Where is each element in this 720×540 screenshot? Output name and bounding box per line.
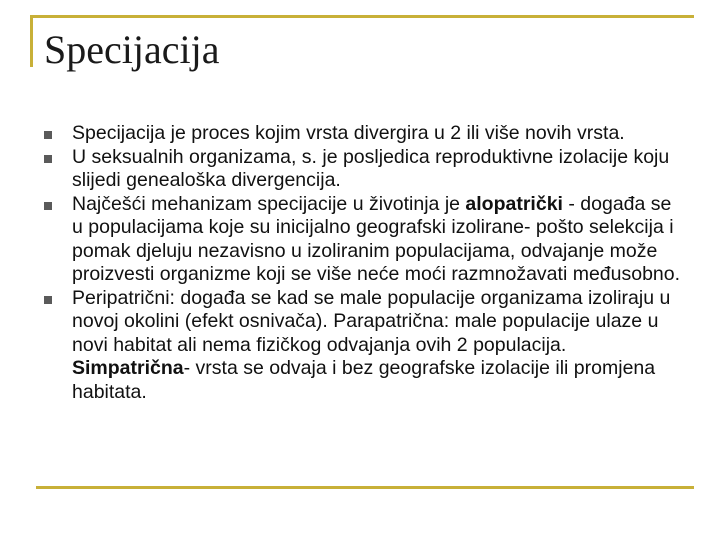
left-accent-line — [30, 15, 33, 67]
bullet-text-pre: Najčešći mehanizam specijacije u životinja je — [72, 192, 466, 215]
bullet-text-bold: Simpatrična — [72, 357, 184, 379]
bullet-list — [44, 122, 684, 404]
square-bullet-icon — [44, 296, 52, 304]
top-accent-line — [30, 15, 694, 18]
bullet-text-post: - vrsta se odvaja i bez geografske izolacije ili promjena habitata. — [72, 357, 656, 403]
bullet-text: U seksualnih organizama, s. je posljedica reproduktivne izolacije koju slijedi genealoška divergencija. — [72, 145, 670, 191]
slide-title: Specijacija — [44, 27, 220, 72]
square-bullet-icon — [44, 131, 52, 139]
bottom-accent-line — [36, 486, 694, 489]
bullet-item — [44, 146, 684, 193]
bullet-item — [44, 193, 684, 287]
bullet-item — [44, 122, 684, 146]
bullet-text: Specijacija je proces kojim vrsta divergira u 2 ili više novih vrsta. — [72, 122, 625, 144]
bullet-item — [44, 287, 684, 405]
bullet-text-pre: Peripatrični: događa se kad se male populacije organizama izoliraju u novoj okolini (efekt osnivača). Parapatrična: male populacije ulaze u novi habitat ali nema fizičkog odvajanja ovih 2 populacija. — [72, 286, 671, 356]
square-bullet-icon — [44, 155, 52, 163]
square-bullet-icon — [44, 202, 52, 210]
bullet-text-bold: alopatrički — [465, 192, 563, 215]
bullet-text-post: - događa se u populacijama koje su inicijalno geografski izolirane- pošto selekcija i pomak djeluju nezavisno u izoliranim populacijama, odvajanje može proizvesti organizme koji se više neće moći razmnožavati međusobno. — [72, 192, 681, 285]
